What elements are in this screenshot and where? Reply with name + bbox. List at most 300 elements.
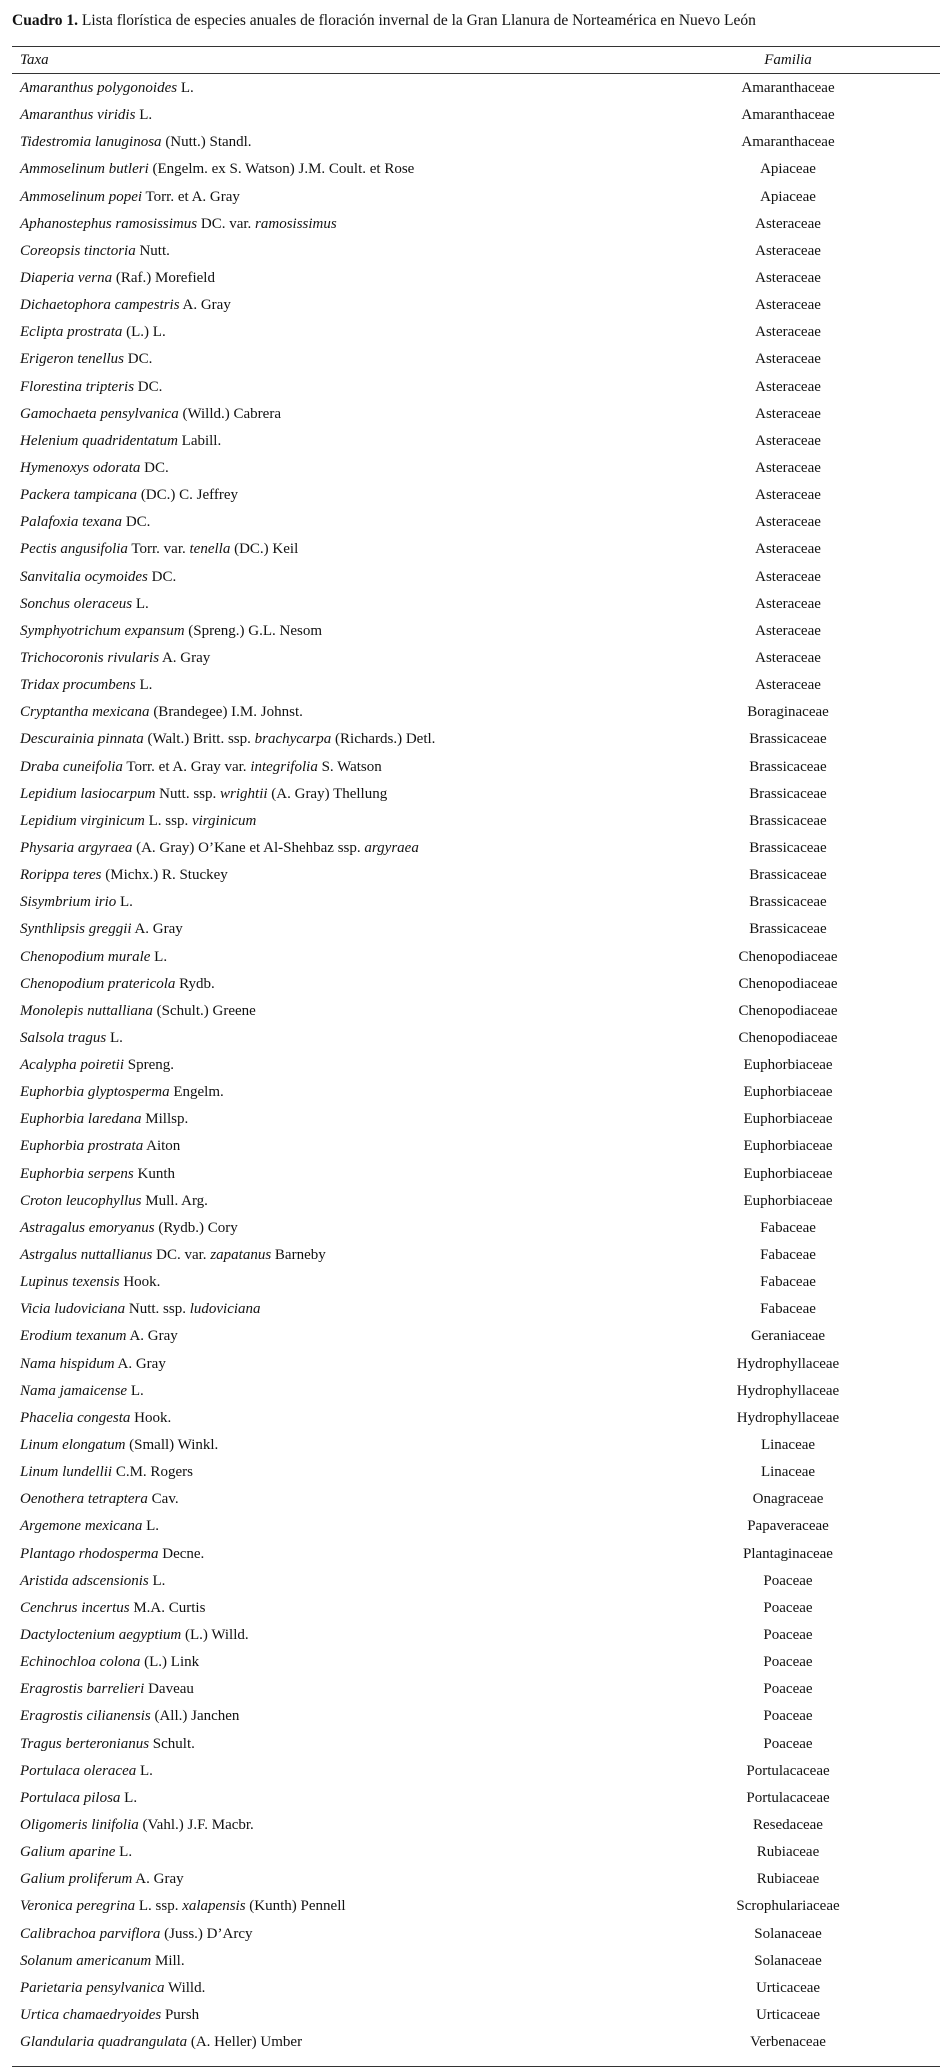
table-row <box>12 835 940 862</box>
familia-cell: Asteraceae <box>755 269 821 286</box>
table-row <box>12 319 940 346</box>
table-row <box>12 618 940 645</box>
taxa-cell <box>20 916 183 943</box>
taxa-name-italic: Lepidium lasiocarpum <box>20 785 156 802</box>
taxa-name-italic: Argemone mexicana <box>20 1518 143 1535</box>
familia-cell: Amaranthaceae <box>741 107 835 124</box>
taxa-authority: Torr. et A. Gray var. <box>122 758 251 775</box>
taxa-name-italic: Plantago rhodosperma <box>20 1545 159 1562</box>
taxa-name-italic: Chenopodium pratericola <box>20 975 176 992</box>
table-row <box>12 2029 940 2056</box>
taxa-authority: Labill. <box>177 432 222 449</box>
taxa-cell <box>20 346 152 373</box>
taxa-cell <box>20 2002 199 2029</box>
table-row <box>12 1622 940 1649</box>
familia-cell: Scrophulariaceae <box>736 1898 840 1915</box>
taxa-name-italic: Veronica peregrina <box>20 1898 136 1915</box>
taxa-name-italic: Eragrostis barrelieri <box>20 1681 145 1698</box>
taxa-cell <box>20 102 152 129</box>
taxa-name-italic: Nama jamaicense <box>20 1382 128 1399</box>
taxa-cell <box>20 455 169 482</box>
table-row <box>12 265 940 292</box>
taxa-cell <box>20 536 298 563</box>
taxa-authority: (Nutt.) Standl. <box>161 134 252 151</box>
table-row <box>12 292 940 319</box>
table-row <box>12 1323 940 1350</box>
taxa-name-italic: Portulaca oleracea <box>20 1762 137 1779</box>
taxa-name-italic: Glandularia quadrangulata <box>20 2034 188 2051</box>
taxa-authority: (DC.) Keil <box>230 541 299 558</box>
table-row <box>12 536 940 563</box>
familia-cell: Poaceae <box>763 1627 813 1644</box>
table-row <box>12 781 940 808</box>
taxa-cell <box>20 1541 204 1568</box>
taxa-authority: A. Gray <box>131 921 183 938</box>
taxa-authority: Hook. <box>130 1409 172 1426</box>
taxa-name-italic: Echinochloa colona <box>20 1654 141 1671</box>
taxa-authority: Rydb. <box>175 975 215 992</box>
table-row <box>12 862 940 889</box>
taxa-cell <box>20 1188 208 1215</box>
taxa-authority: (All.) Janchen <box>150 1708 240 1725</box>
taxa-authority: (Michx.) R. Stuckey <box>101 867 228 884</box>
familia-cell: Portulacaceae <box>746 1762 830 1779</box>
taxa-authority: DC. <box>124 351 153 368</box>
table-row <box>12 2002 940 2029</box>
taxa-name-italic: Euphorbia serpens <box>20 1165 134 1182</box>
taxa-cell <box>20 1676 194 1703</box>
table-row <box>12 75 940 102</box>
taxa-name-italic: Sonchus oleraceus <box>20 595 133 612</box>
taxa-name-italic: Lepidium virginicum <box>20 812 145 829</box>
taxa-name-italic: Linum elongatum <box>20 1437 126 1454</box>
taxa-name-italic: Vicia ludoviciana <box>20 1301 126 1318</box>
taxa-authority: (L.) L. <box>122 324 166 341</box>
taxa-cell <box>20 1975 205 2002</box>
taxa-name-italic: Aphanostephus ramosissimus <box>20 215 198 232</box>
taxa-authority: Schult. <box>149 1735 195 1752</box>
taxa-cell <box>20 156 414 183</box>
familia-cell: Brassicaceae <box>749 839 827 856</box>
taxa-name-italic: Nama hispidum <box>20 1355 115 1372</box>
taxa-name-italic: tenella <box>189 541 231 558</box>
bottom-rule <box>12 2066 940 2067</box>
taxa-cell <box>20 374 162 401</box>
taxa-authority: Mull. Arg. <box>141 1192 208 1209</box>
taxa-name-italic: Synthlipsis greggii <box>20 921 132 938</box>
table-row <box>12 645 940 672</box>
taxa-name-italic: Palafoxia texana <box>20 514 123 531</box>
table-row <box>12 428 940 455</box>
table-row <box>12 1269 940 1296</box>
familia-cell: Asteraceae <box>755 459 821 476</box>
taxa-authority: (Willd.) Cabrera <box>178 405 281 422</box>
familia-cell: Brassicaceae <box>749 731 827 748</box>
taxa-name-italic: Calibrachoa parviflora <box>20 1925 161 1942</box>
taxa-authority: A. Gray <box>126 1328 178 1345</box>
familia-cell: Urticaceae <box>755 2006 821 2023</box>
taxa-name-italic: Monolepis nuttalliana <box>20 1002 153 1019</box>
taxa-name-italic: Galium proliferum <box>20 1871 133 1888</box>
taxa-name-italic: Phacelia congesta <box>20 1409 131 1426</box>
table-row <box>12 1785 940 1812</box>
taxa-authority: (Richards.) Detl. <box>331 731 436 748</box>
table-row <box>12 726 940 753</box>
taxa-name-italic: Helenium quadridentatum <box>20 432 178 449</box>
taxa-cell <box>20 401 281 428</box>
familia-cell: Asteraceae <box>755 324 821 341</box>
taxa-authority: Engelm. <box>169 1084 224 1101</box>
taxa-cell <box>20 1215 238 1242</box>
taxa-cell <box>20 591 149 618</box>
familia-cell: Asteraceae <box>755 351 821 368</box>
taxa-authority: A. Gray <box>159 649 211 666</box>
taxa-authority: S. Watson <box>317 758 382 775</box>
table-row <box>12 102 940 129</box>
table-row <box>12 591 940 618</box>
familia-cell: Asteraceae <box>755 487 821 504</box>
table-caption <box>12 8 940 34</box>
taxa-name-italic: Lupinus texensis <box>20 1274 120 1291</box>
taxa-authority: DC. var. <box>197 215 256 232</box>
familia-cell: Brassicaceae <box>749 758 827 775</box>
taxa-authority: (Vahl.) J.F. Macbr. <box>138 1817 254 1833</box>
taxa-cell <box>20 509 150 536</box>
top-rule <box>12 46 940 47</box>
taxa-authority: L. <box>135 677 153 694</box>
taxa-name-italic: Tragus berteronianus <box>20 1735 150 1752</box>
taxa-name-italic: Cryptantha mexicana <box>20 704 150 721</box>
taxa-cell <box>20 1459 193 1486</box>
table-row <box>12 1405 940 1432</box>
familia-cell: Verbenaceae <box>750 2034 826 2051</box>
taxa-authority: DC. <box>134 378 163 395</box>
taxa-name-italic: Tridax procumbens <box>20 677 136 694</box>
table-row <box>12 916 940 943</box>
taxa-name-italic: Portulaca pilosa <box>20 1789 121 1806</box>
taxa-authority: Torr. var. <box>127 541 190 558</box>
taxa-cell <box>20 1133 180 1160</box>
table-row <box>12 1839 940 1866</box>
taxa-name-italic: Trichocoronis rivularis <box>20 649 160 666</box>
taxa-name-italic: Eclipta prostrata <box>20 324 123 341</box>
familia-cell: Asteraceae <box>755 677 821 694</box>
familia-cell: Fabaceae <box>760 1247 816 1264</box>
taxa-cell <box>20 1731 195 1758</box>
taxa-cell <box>20 835 419 862</box>
table-row <box>12 1432 940 1459</box>
taxa-name-italic: Cenchrus incertus <box>20 1599 130 1616</box>
taxa-name-italic: Gamochaeta pensylvanica <box>20 405 179 422</box>
taxa-name-italic: Draba cuneifolia <box>20 758 123 775</box>
familia-cell: Hydrophyllaceae <box>736 1382 840 1399</box>
taxa-cell <box>20 75 194 102</box>
familia-cell: Poaceae <box>763 1708 813 1725</box>
table-row <box>12 211 940 238</box>
taxa-name-italic: Coreopsis tinctoria <box>20 242 136 259</box>
taxa-authority: Spreng. <box>124 1057 175 1074</box>
taxa-name-italic: Parietaria pensylvanica <box>20 1979 165 1996</box>
taxa-authority: (Engelm. ex S. Watson) J.M. Coult. et Rose <box>148 161 415 178</box>
taxa-authority: DC. <box>122 514 151 531</box>
taxa-name-italic: Tidestromia lanuginosa <box>20 134 162 151</box>
taxa-name-italic: Astrgalus nuttallianus <box>20 1247 153 1264</box>
familia-cell: Poaceae <box>763 1654 813 1671</box>
taxa-authority: L. <box>106 1029 123 1046</box>
taxa-authority: DC. <box>140 459 169 476</box>
taxa-name-italic: Amaranthus polygonoides <box>20 80 178 96</box>
taxa-name-italic: Oenothera tetraptera <box>20 1491 148 1508</box>
table-row <box>12 401 940 428</box>
table-row <box>12 944 940 971</box>
caption-text: Lista florística de especies anuales de floración invernal de la Gran Llanura de Norteamérica en Nuevo León <box>81 12 756 29</box>
taxa-cell <box>20 998 256 1025</box>
taxa-cell <box>20 1351 166 1378</box>
taxa-name-italic: Symphyotrichum expansum <box>20 622 185 639</box>
taxa-authority: (A. Gray) O’Kane et Al-Shehbaz ssp. <box>132 839 365 856</box>
familia-cell: Asteraceae <box>755 432 821 449</box>
taxa-authority: L. <box>142 1518 159 1535</box>
taxa-authority: L. <box>150 948 168 965</box>
table-row <box>12 1513 940 1540</box>
taxa-authority: Decne. <box>158 1545 205 1562</box>
table-row <box>12 998 940 1025</box>
taxa-name-italic: Astragalus emoryanus <box>20 1219 155 1236</box>
taxa-name-italic: Packera tampicana <box>20 487 138 504</box>
familia-cell: Brassicaceae <box>749 812 827 829</box>
taxa-name-italic: Amaranthus viridis <box>20 107 136 124</box>
table-row <box>12 1893 940 1920</box>
taxa-cell <box>20 1269 160 1296</box>
taxa-name-italic: Chenopodium murale <box>20 948 151 965</box>
taxa-authority: DC. var. <box>152 1247 211 1264</box>
familia-cell: Euphorbiaceae <box>743 1165 833 1182</box>
familia-cell: Euphorbiaceae <box>743 1138 833 1155</box>
taxa-name-italic: Acalypha poiretii <box>20 1057 125 1074</box>
table-row <box>12 129 940 156</box>
table-row <box>12 1676 940 1703</box>
familia-cell: Brassicaceae <box>749 894 827 911</box>
table-row <box>12 1812 940 1839</box>
taxa-cell <box>20 1378 144 1405</box>
familia-cell: Chenopodiaceae <box>738 1029 838 1046</box>
table-row <box>12 1025 940 1052</box>
table-row <box>12 1161 940 1188</box>
table-row <box>12 1079 940 1106</box>
familia-cell: Asteraceae <box>755 595 821 612</box>
taxa-cell <box>20 129 252 156</box>
taxa-name-italic: Erigeron tenellus <box>20 351 125 368</box>
taxa-cell <box>20 971 215 998</box>
taxa-authority: A. Gray <box>179 297 231 314</box>
taxa-authority: (Kunth) Pennell <box>245 1898 346 1915</box>
taxa-name-italic: Florestina tripteris <box>20 378 135 395</box>
table-row <box>12 1975 940 2002</box>
taxa-cell <box>20 1486 179 1513</box>
familia-cell: Apiaceae <box>760 161 816 178</box>
taxa-cell <box>20 1812 254 1839</box>
table-row <box>12 1595 940 1622</box>
taxa-authority: Nutt. ssp. <box>125 1301 190 1318</box>
familia-cell: Linaceae <box>760 1437 816 1454</box>
taxa-authority: C.M. Rogers <box>112 1464 193 1481</box>
taxa-authority: M.A. Curtis <box>129 1599 206 1616</box>
taxa-authority: L. <box>135 107 153 124</box>
table-row <box>12 564 940 591</box>
familia-cell: Euphorbiaceae <box>743 1084 833 1101</box>
taxa-cell <box>20 672 152 699</box>
familia-cell: Geraniaceae <box>750 1328 826 1345</box>
taxa-name-italic: Dichaetophora campestris <box>20 297 180 314</box>
taxa-cell <box>20 1622 249 1649</box>
taxa-cell <box>20 808 256 835</box>
taxa-authority: L. <box>127 1382 144 1399</box>
taxa-cell <box>20 1893 346 1920</box>
familia-cell: Fabaceae <box>760 1274 816 1291</box>
taxa-cell <box>20 1052 174 1079</box>
table-row <box>12 754 940 781</box>
taxa-authority: Aiton <box>143 1138 181 1155</box>
taxa-name-italic: Erodium texanum <box>20 1328 127 1345</box>
taxa-cell <box>20 1948 185 1975</box>
taxa-name-italic: argyraea <box>364 839 419 856</box>
taxa-authority: Pursh <box>161 2006 200 2023</box>
taxa-cell <box>20 1405 171 1432</box>
taxa-name-italic: xalapensis <box>182 1898 246 1915</box>
table-row <box>12 1188 940 1215</box>
taxa-authority: L. <box>136 1762 153 1779</box>
familia-cell: Euphorbiaceae <box>743 1111 833 1128</box>
table-row <box>12 1703 940 1730</box>
taxa-name-italic: integrifolia <box>250 758 318 775</box>
taxa-cell <box>20 482 238 509</box>
familia-cell: Solanaceae <box>754 1952 822 1969</box>
taxa-cell <box>20 1758 153 1785</box>
table-row <box>12 346 940 373</box>
taxa-authority: Nutt. <box>135 242 170 259</box>
taxa-name-italic: Physaria argyraea <box>20 839 133 856</box>
taxa-authority: L. <box>148 1572 166 1589</box>
table-row <box>12 1486 940 1513</box>
taxa-name-italic: Rorippa teres <box>20 867 102 884</box>
taxa-authority: Millsp. <box>141 1111 189 1128</box>
taxa-authority: (L.) Willd. <box>181 1627 249 1644</box>
taxa-name-italic: Hymenoxys odorata <box>20 459 141 476</box>
familia-cell: Asteraceae <box>755 297 821 314</box>
header-taxa: Taxa <box>20 52 49 68</box>
familia-cell: Plantaginaceae <box>743 1545 833 1562</box>
taxa-name-italic: Euphorbia prostrata <box>20 1138 144 1155</box>
taxa-cell <box>20 944 167 971</box>
taxa-authority: DC. <box>147 568 177 585</box>
table-row <box>12 1378 940 1405</box>
taxa-name-italic: virginicum <box>191 812 257 829</box>
familia-cell: Asteraceae <box>755 378 821 395</box>
taxa-name-italic: Urtica chamaedryoides <box>20 2006 162 2023</box>
table-row <box>12 808 940 835</box>
table-row <box>12 1921 940 1948</box>
taxa-authority: L. <box>132 595 149 612</box>
taxa-cell <box>20 1513 159 1540</box>
familia-cell: Amaranthaceae <box>741 80 835 96</box>
taxa-name-italic: Solanum americanum <box>20 1952 152 1969</box>
taxa-cell <box>20 726 435 753</box>
taxa-cell <box>20 781 387 808</box>
taxa-authority: (DC.) C. Jeffrey <box>137 487 239 504</box>
taxa-cell <box>20 1296 261 1323</box>
familia-cell: Fabaceae <box>760 1219 816 1236</box>
table-row <box>12 156 940 183</box>
familia-cell: Asteraceae <box>755 649 821 666</box>
taxa-authority: Torr. et A. Gray <box>142 188 240 205</box>
table-row <box>12 374 940 401</box>
taxa-cell <box>20 1242 326 1269</box>
table-row <box>12 699 940 726</box>
taxa-cell <box>20 618 322 645</box>
familia-cell: Chenopodiaceae <box>738 948 838 965</box>
table-row <box>12 1296 940 1323</box>
familia-cell: Hydrophyllaceae <box>736 1409 840 1426</box>
taxa-authority: L. <box>177 80 194 96</box>
taxa-cell <box>20 1703 239 1730</box>
taxa-cell <box>20 1839 132 1866</box>
taxa-authority: A. Gray <box>114 1355 166 1372</box>
familia-cell: Asteraceae <box>755 405 821 422</box>
table-row <box>12 509 940 536</box>
taxa-name-italic: Ammoselinum popei <box>20 188 143 205</box>
familia-cell: Asteraceae <box>755 622 821 639</box>
taxa-cell <box>20 564 176 591</box>
familia-cell: Poaceae <box>763 1599 813 1616</box>
table-row <box>12 1106 940 1133</box>
familia-cell: Papaveraceae <box>747 1518 829 1535</box>
familia-cell: Euphorbiaceae <box>743 1192 833 1209</box>
taxa-name-italic: brachycarpa <box>254 731 332 748</box>
table-row <box>12 1459 940 1486</box>
taxa-name-italic: Pectis angusifolia <box>20 541 128 558</box>
taxa-authority: Hook. <box>119 1274 161 1291</box>
familia-cell: Onagraceae <box>752 1491 824 1508</box>
taxa-cell <box>20 1649 199 1676</box>
taxa-authority: Daveau <box>144 1681 194 1698</box>
table-row <box>12 1242 940 1269</box>
taxa-cell <box>20 1106 188 1133</box>
taxa-name-italic: Croton leucophyllus <box>20 1192 142 1209</box>
familia-cell: Poaceae <box>763 1735 813 1752</box>
taxa-name-italic: Salsola tragus <box>20 1029 107 1046</box>
taxa-authority: (Walt.) Britt. ssp. <box>143 731 255 748</box>
taxa-authority: (Small) Winkl. <box>125 1437 219 1454</box>
familia-cell: Brassicaceae <box>749 867 827 884</box>
taxa-name-italic: Sanvitalia ocymoides <box>20 568 148 585</box>
table-row <box>12 1541 940 1568</box>
table-row <box>12 1731 940 1758</box>
taxa-name-italic: Dactyloctenium aegyptium <box>20 1627 182 1644</box>
taxa-name-italic: Oligomeris linifolia <box>20 1817 139 1833</box>
taxa-authority: L. ssp. <box>135 1898 183 1915</box>
taxa-name-italic: Ammoselinum butleri <box>20 161 149 178</box>
familia-cell: Chenopodiaceae <box>738 1002 838 1019</box>
taxa-name-italic: Descurainia pinnata <box>20 731 144 748</box>
taxa-name-italic: Diaperia verna <box>20 269 113 286</box>
taxa-authority: (L.) Link <box>140 1654 200 1671</box>
familia-cell: Portulacaceae <box>746 1789 830 1806</box>
taxa-authority: Mill. <box>151 1952 185 1969</box>
familia-cell: Chenopodiaceae <box>738 975 838 992</box>
familia-cell: Euphorbiaceae <box>743 1057 833 1074</box>
familia-cell: Solanaceae <box>754 1925 822 1942</box>
taxa-cell <box>20 1568 165 1595</box>
